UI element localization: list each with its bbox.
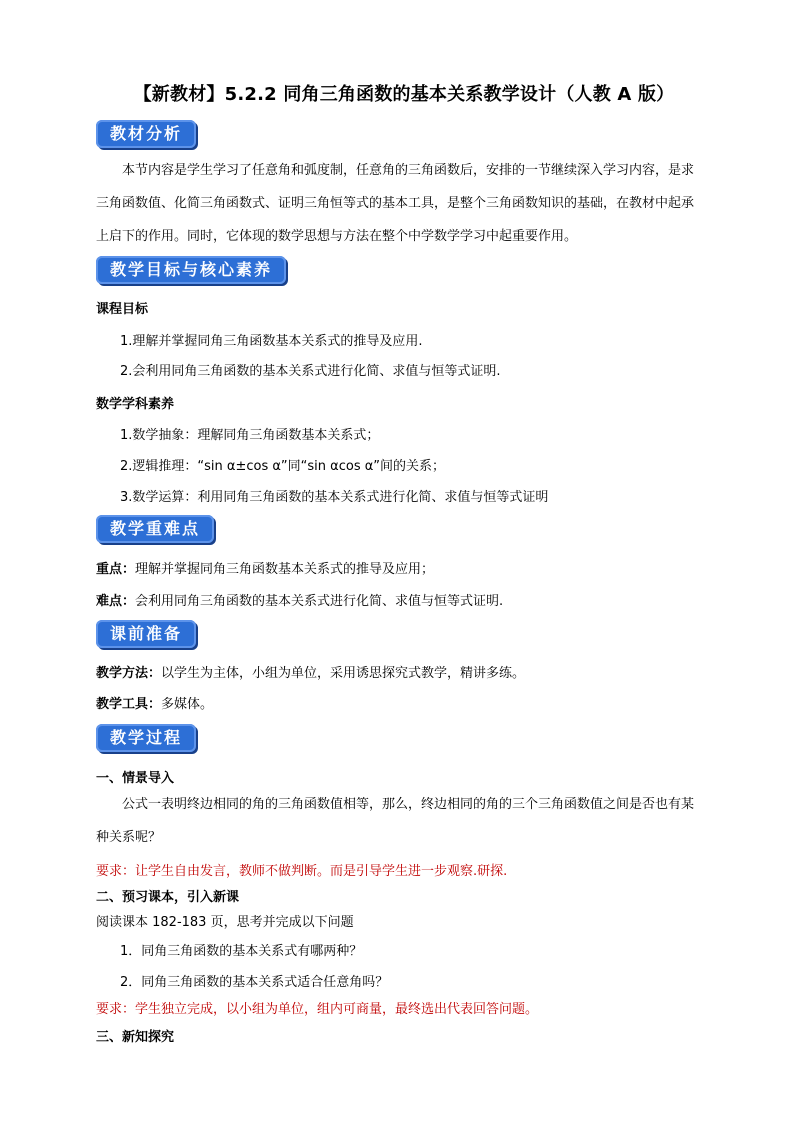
part2-title: 二、预习课本，引入新课 (96, 890, 240, 905)
key-point-label: 重点： (96, 562, 136, 577)
section-heading-goals: 教学目标与核心素养 (96, 256, 286, 284)
hard-point-text: 会利用同角三角函数的基本关系式进行化简、求值与恒等式证明. (135, 594, 504, 609)
part2-requirement: 要求：学生独立完成，以小组为单位，组内可商量，最终选出代表回答问题。 (96, 1002, 539, 1017)
analysis-paragraph: 本节内容是学生学习了任意角和弧度制，任意角的三角函数后，安排的一节继续深入学习内容，是求三角函数值、化简三角函数式、证明三角恒等式的基本工具，是整个三角函数知识的基础，在教材中起承上启下的作用。同时，它体现的数学思想与方法在整个中学数学学习中起重要作用。 (96, 163, 695, 244)
teaching-method (96, 662, 706, 681)
document-title: 【新教材】5.2.2 同角三角函数的基本关系教学设计（人教 A 版） (133, 84, 675, 105)
part2-question: 1．同角三角函数的基本关系式有哪两种？ (120, 944, 363, 959)
hard-point-label: 难点： (96, 594, 136, 609)
teaching-method-label: 教学方法： (96, 666, 162, 681)
part1-title: 一、情景导入 (96, 771, 175, 786)
part3-title: 三、新知探究 (96, 1030, 175, 1045)
part2-intro: 阅读课本 182-183 页，思考并完成以下问题 (96, 915, 354, 930)
part1-requirement: 要求：让学生自由发言，教师不做判断。而是引导学生进一步观察.研探. (96, 864, 508, 879)
course-goal-item: 2.会利用同角三角函数的基本关系式进行化简、求值与恒等式证明. (120, 364, 501, 379)
teaching-method-text: 以学生为主体，小组为单位，采用诱思探究式教学，精讲多练。 (161, 666, 526, 681)
literacy-item: 3.数学运算：利用同角三角函数的基本关系式进行化简、求值与恒等式证明 (120, 490, 549, 505)
section-heading-difficulty: 教学重难点 (96, 515, 214, 543)
teaching-tool-label: 教学工具： (96, 697, 162, 712)
course-goal-item: 1.理解并掌握同角三角函数基本关系式的推导及应用. (120, 334, 423, 349)
section-heading-process: 教学过程 (96, 724, 196, 752)
literacy-item: 1.数学抽象：理解同角三角函数基本关系式； (120, 428, 380, 443)
section-heading-analysis: 教材分析 (96, 120, 196, 148)
teaching-tool-text: 多媒体。 (161, 697, 214, 712)
hard-point (96, 590, 706, 609)
course-goals-title: 课程目标 (96, 302, 149, 317)
literacy-title: 数学学科素养 (96, 397, 175, 412)
teaching-tool (96, 693, 706, 712)
key-point (96, 558, 706, 577)
key-point-text: 理解并掌握同角三角函数基本关系式的推导及应用； (135, 562, 435, 577)
literacy-item: 2.逻辑推理：“sin α±cos α”同“sin αcos α”间的关系； (120, 459, 446, 474)
part1-text: 公式一表明终边相同的角的三角函数值相等，那么，终边相同的角的三个三角函数值之间是否也有某种关系呢？ (96, 797, 695, 845)
section-heading-prep: 课前准备 (96, 620, 196, 648)
part2-question: 2．同角三角函数的基本关系式适合任意角吗？ (120, 975, 389, 990)
